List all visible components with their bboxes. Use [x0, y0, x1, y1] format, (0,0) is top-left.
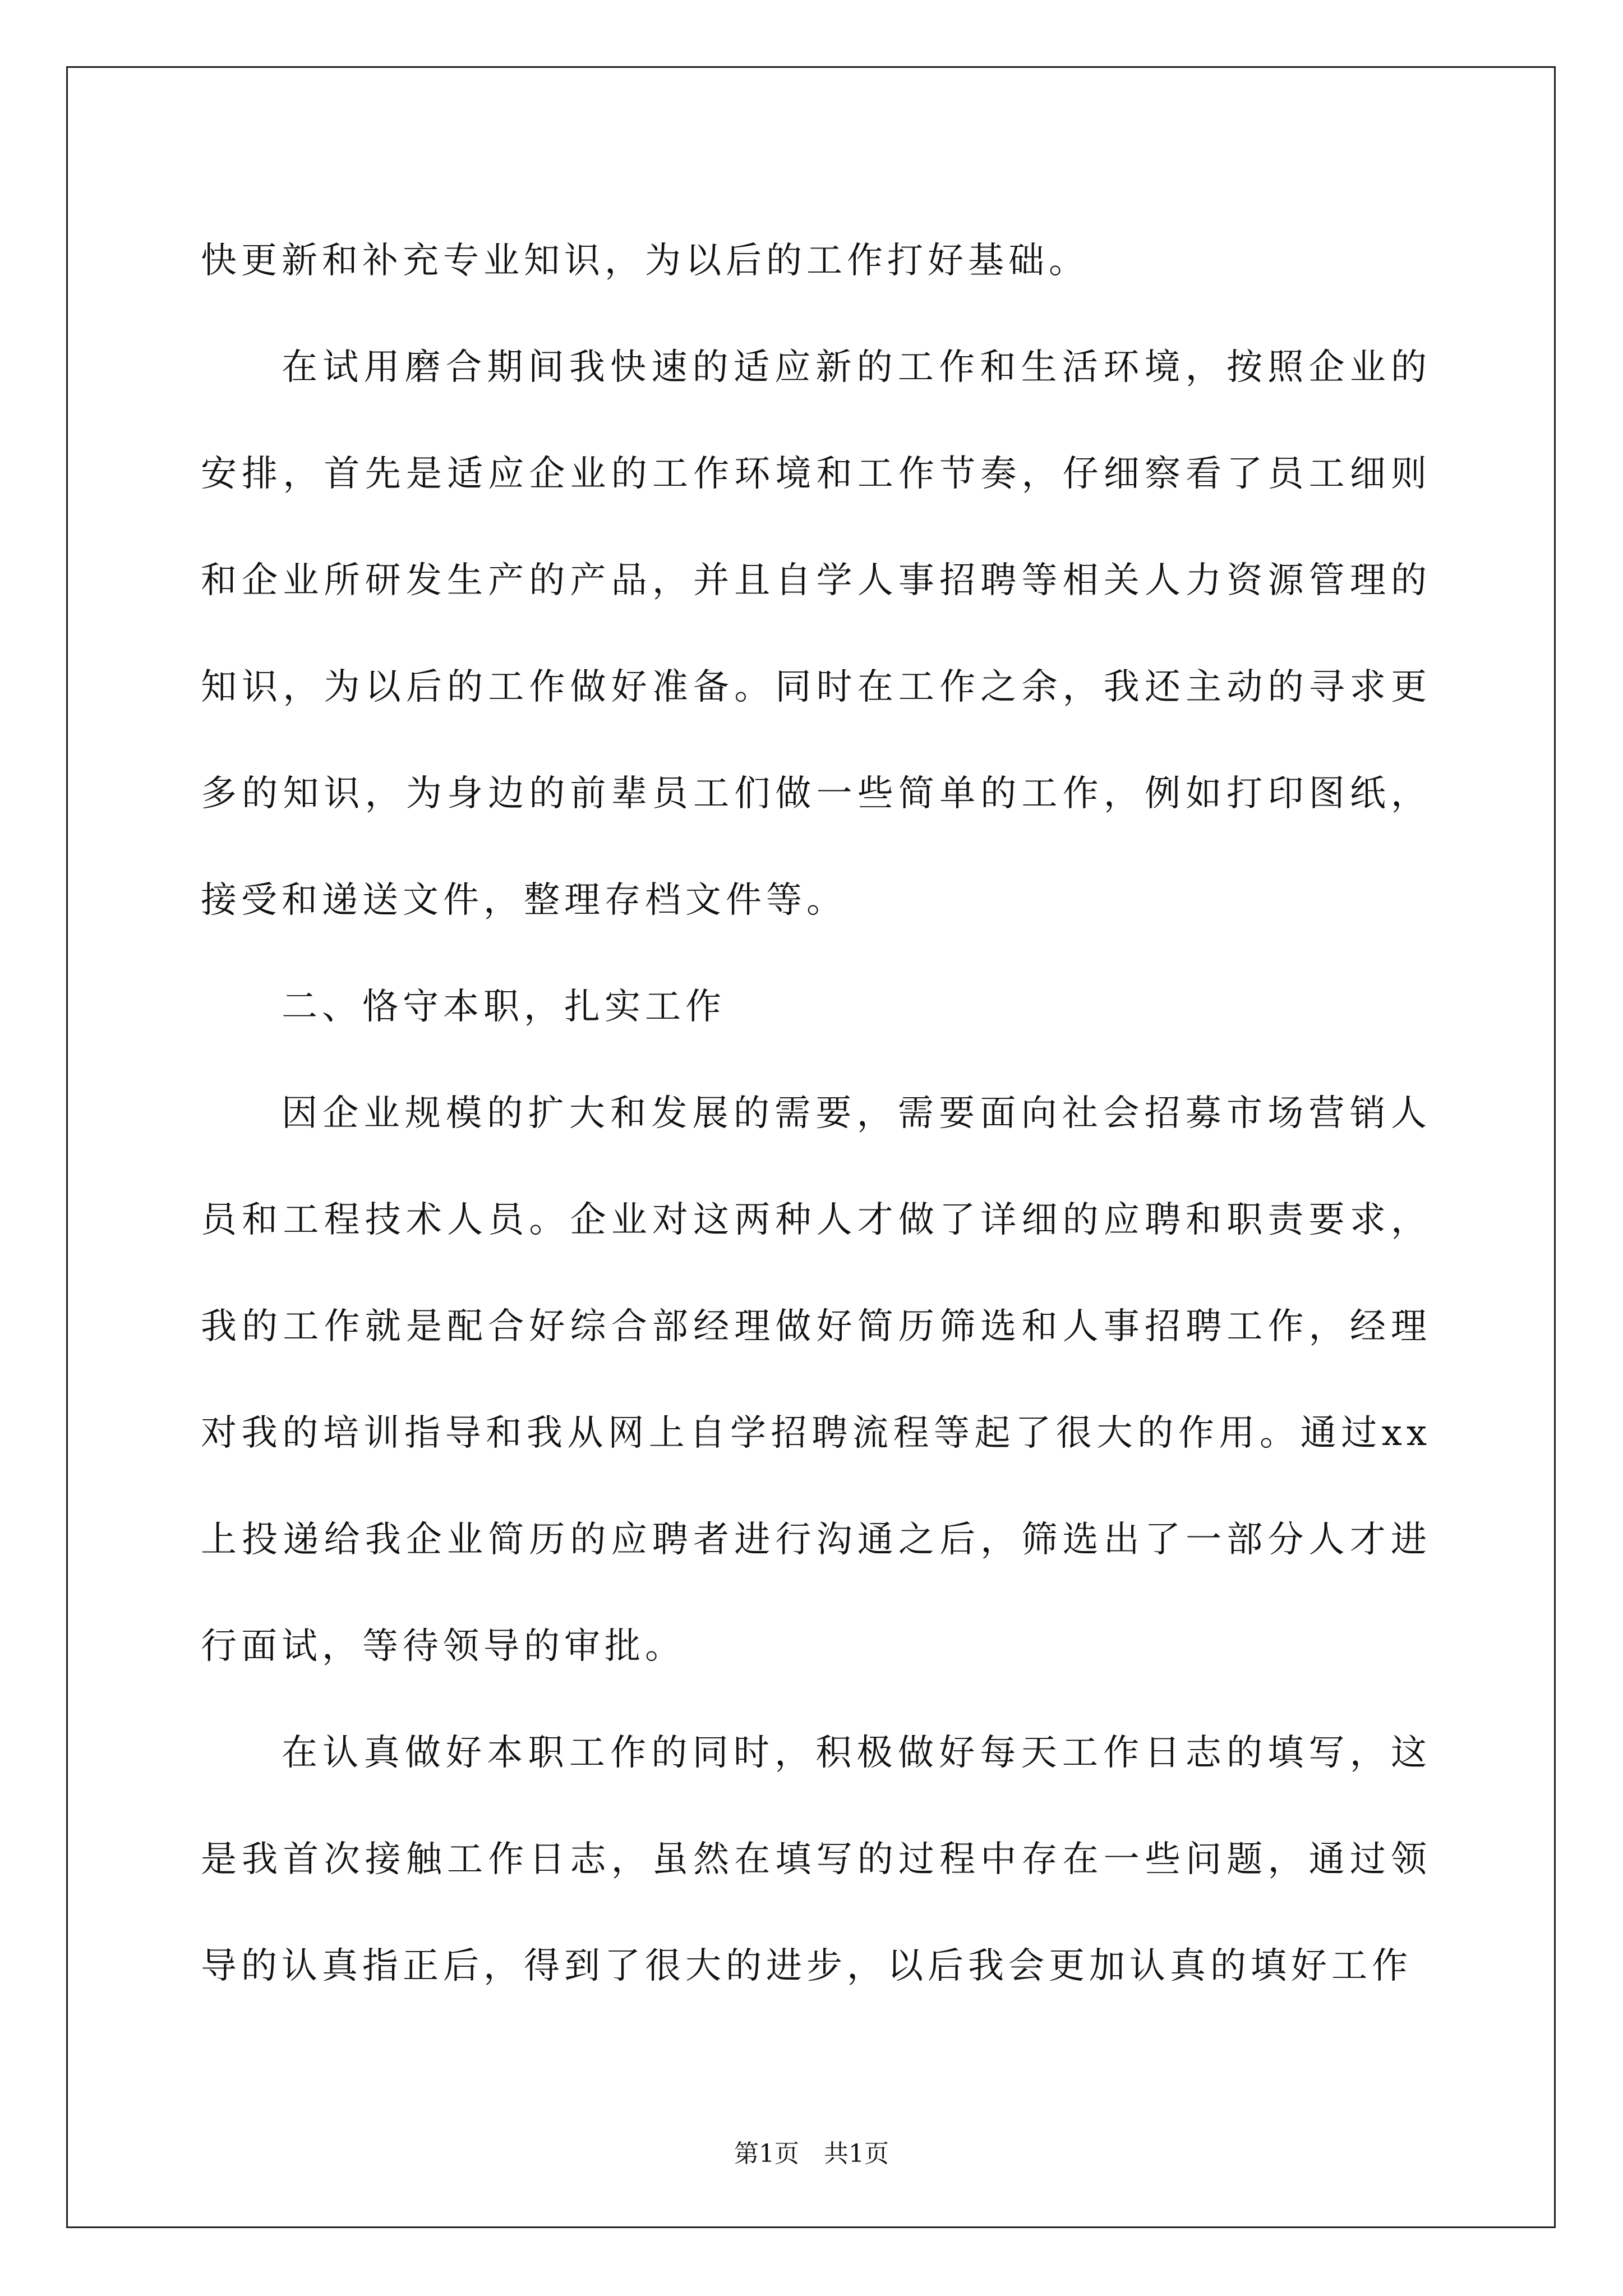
document-body	[201, 208, 1431, 2019]
paragraph-3: 因企业规模的扩大和发展的需要，需要面向社会招募市场营销人员和工程技术人员。企业对这两种人才做了详细的应聘和职责要求，我的工作就是配合好综合部经理做好简历筛选和人事招聘工作，经理对我的培训指导和我从网上自学招聘流程等起了很大的作用。通过xx上投递给我企业简历的应聘者进行沟通之后，筛选出了一部分人才进行面试，等待领导的审批。	[201, 1093, 1431, 1667]
page-total: 共1页	[824, 2139, 889, 2168]
page-footer	[0, 2137, 1623, 2171]
section-heading: 二、恪守本职，扎实工作	[282, 986, 726, 1028]
paragraph-2: 在试用磨合期间我快速的适应新的工作和生活环境，按照企业的安排，首先是适应企业的工作环境和工作节奏，仔细察看了员工细则和企业所研发生产的产品，并且自学人事招聘等相关人力资源管理的知识，为以后的工作做好准备。同时在工作之余，我还主动的寻求更多的知识，为身边的前辈员工们做一些简单的工作，例如打印图纸，接受和递送文件，整理存档文件等。	[201, 347, 1431, 921]
page-number: 第1页	[734, 2139, 799, 2168]
paragraph-1: 快更新和补充专业知识，为以后的工作打好基础。	[201, 240, 1089, 282]
paragraph-4: 在认真做好本职工作的同时，积极做好每天工作日志的填写，这是我首次接触工作日志，虽然在填写的过程中存在一些问题，通过领导的认真指正后，得到了很大的进步，以后我会更加认真的填好工作	[201, 1732, 1431, 1987]
